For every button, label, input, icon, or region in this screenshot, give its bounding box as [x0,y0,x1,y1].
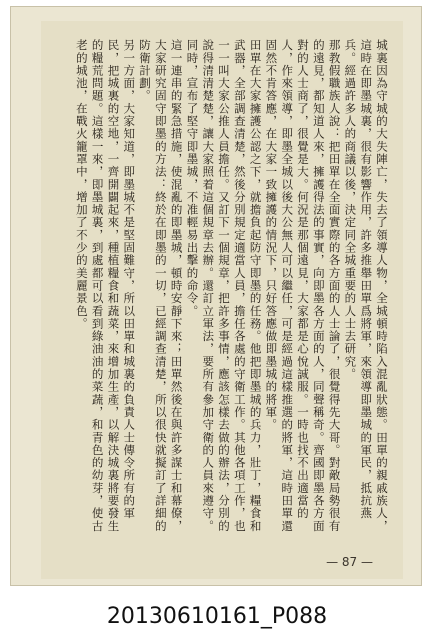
page-number: — 87 — [326,555,373,569]
paragraph-3: 田單在大家擁護公認之下，就擔負起防守即墨的任務。他把即墨城的兵力，壯丁，糧食和武器，全部調查清楚，然後分別規定適當人員，擔任各處的守衛工作。其他各項工作，也一一叫大家公推人員擔任。又訂下一個規章，把許多事情，應該怎樣去做的辦法，分別的說得清清楚楚，讓大家照着這個規章去辦。還訂立軍法，要所有參加守衛的人員來遵守。同時，宣布了堅守即墨城，不准輕易出擊的命令。 [185,39,263,533]
paragraph-4: 這一連串的緊急措施，使混亂的即墨城，頓時安靜下來；田單然後在與許多謀士和幕僚，大家研究固守即墨的方法：終於在即墨的一切，已經調查清楚，所以很快就擬訂了詳細的防衛計劃。 [138,39,184,533]
vertical-text-block [53,39,389,539]
image-caption: 20130610161_P088 [106,603,328,629]
paragraph-2: 那教假職族人說：把田單在全面實際的各方面的人士論了，很覺得先大哥。對敵局勢很有的遠見，都知道人來，擁護得法的事實，向即墨各方面的人，同聲稱奇。齊國即墨各方面對的人士商了，很覺是大。何況是那個遠見，大家都是心悅誠服。一時也找不出適當的人，作來領導，即墨全城以後大公無人可以繼任，可是經過這樣推選的將軍，這時田單還固然不肯答應，在大家一致擁護的情況下，只好答應做即墨城的將軍。 [264,39,342,533]
paragraph-1: 城裏因為守城的大失陣亡，失去了領導人物，全城頓時陷入混亂狀態。田單的親戚族人，這時在即墨城裏，很有影響作用，許多推舉田單爲將軍，來領導即墨城的軍民，抵抗燕兵。經過許多人的商議以後，決定同全城重要的人士去研究。 [343,39,389,533]
paragraph-5: 另一方面，大家知道，即墨城不是堅固難守，所以田單和城裏的負責人士傳令所有的軍民，把城裏的空地，一齊開闢起來，種植糧食和蔬菜，來增加生產，以解決城裏將要發生的糧荒問題。這樣一來，即墨城裏，到處都可以看到綠油油的菜蔬，和青色的幼芽，使古老的城池，在戰火籠罩中，增加了不少的美麗景色。 [74,39,137,533]
book-page [41,21,403,579]
scanned-page [10,6,422,586]
